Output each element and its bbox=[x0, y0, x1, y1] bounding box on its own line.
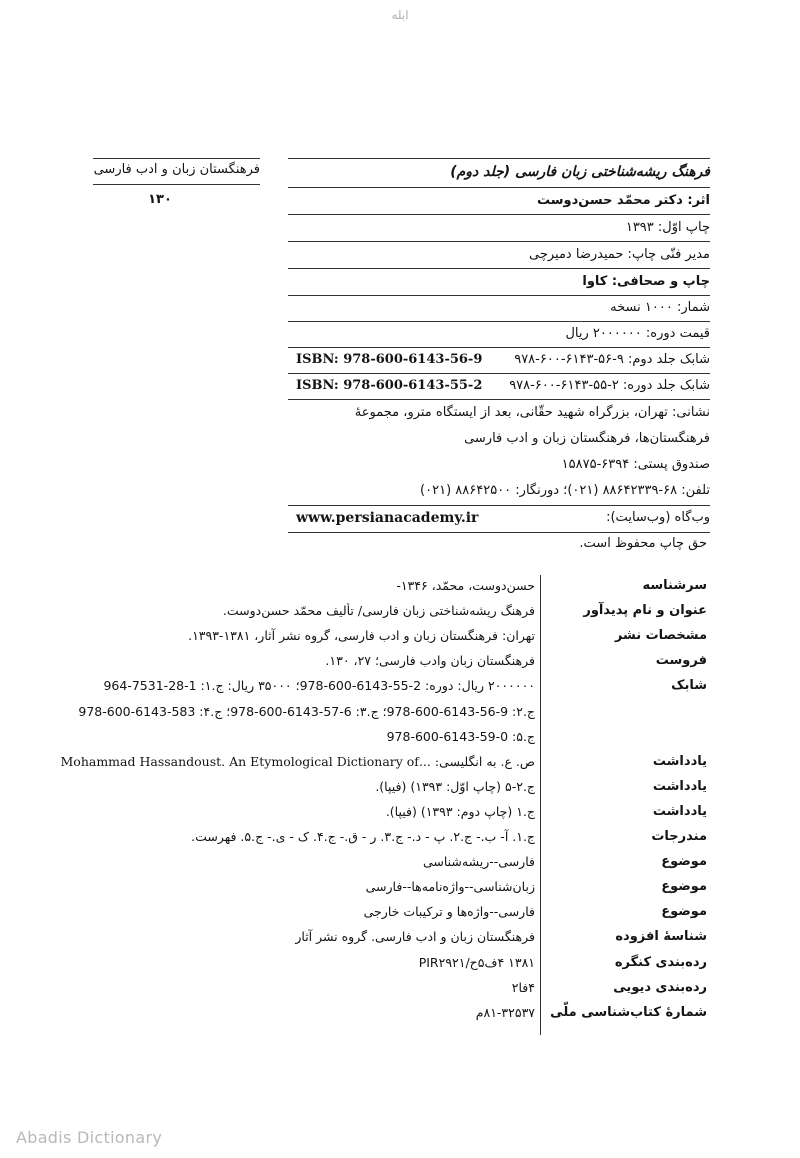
website-url[interactable]: www.persianacademy.ir bbox=[296, 510, 479, 526]
cip-label: موضوع bbox=[661, 879, 707, 894]
imprint-rule bbox=[288, 505, 710, 506]
author: اثر: دکتر محمّد حسن‌دوست bbox=[536, 193, 710, 208]
cip-value: فارسی--واژه‌ها و ترکیبات خارجی bbox=[363, 904, 535, 919]
cip-value: تهران: فرهنگستان زبان و ادب فارسی، گروه نشر آثار، ۱۳۸۱-۱۳۹۳. bbox=[188, 628, 535, 643]
address-line-1: نشانی: تهران، بزرگراه شهید حقّانی، بعد از ایستگاه مترو، مجموعهٔ bbox=[354, 405, 710, 420]
cip-value: ۴فا۲ bbox=[511, 980, 535, 995]
series-top-rule bbox=[93, 158, 260, 159]
technical-manager: مدیر فنّی چاپ: حمیدرضا دمیرچی bbox=[529, 247, 710, 262]
imprint-rule bbox=[288, 241, 710, 242]
imprint-rule bbox=[288, 399, 710, 400]
cip-value: فارسی--ریشه‌شناسی bbox=[422, 854, 535, 869]
cip-label: یادداشت bbox=[652, 779, 707, 794]
cip-label: موضوع bbox=[661, 854, 707, 869]
imprint-rule bbox=[288, 158, 710, 159]
cip-label: فروست bbox=[655, 653, 707, 668]
imprint-rule bbox=[288, 347, 710, 348]
series-bottom-rule bbox=[93, 184, 260, 185]
cip-value: ج.۵: 0-59-6143-600-978 bbox=[386, 729, 535, 744]
edition: چاپ اوّل: ۱۳۹۳ bbox=[625, 220, 710, 235]
imprint-rule bbox=[288, 187, 710, 188]
book-title: فرهنگ ریشه‌شناختی زبان فارسی (جلد دوم) bbox=[450, 164, 710, 180]
cip-value: فرهنگ ریشه‌شناختی زبان فارسی/ تألیف محمّد حسن‌دوست. bbox=[222, 603, 535, 618]
cip-label: سرشناسه bbox=[642, 578, 707, 593]
cip-label: موضوع bbox=[661, 904, 707, 919]
website-label: وب‌گاه (وب‌سایت): bbox=[606, 510, 710, 525]
isbn-volume-fa: شابک جلد دوم: ۹-۵۶-۶۱۴۳-۶۰۰-۹۷۸ bbox=[514, 352, 710, 367]
copyright-notice: حق چاپ محفوظ است. bbox=[579, 536, 707, 551]
cip-value: زبان‌شناسی--واژه‌نامه‌ها--فارسی bbox=[365, 879, 535, 894]
cip-label: رده‌بندی دیویی bbox=[613, 980, 707, 995]
cip-divider bbox=[540, 575, 541, 1035]
cip-value: ص. ع. به انگلیسی: ...Mohammad Hassandoust. An Etymological Dictionary of bbox=[60, 754, 535, 769]
series-number: ۱۳۰ bbox=[148, 192, 172, 207]
header-mark: ابله bbox=[391, 8, 409, 22]
cip-value: ج.۲: 9-56-6143-600-978؛ ج.۳: 6-57-6143-600-978؛ ج.۴: 583-6143-600-978 bbox=[78, 704, 535, 719]
cip-value: حسن‌دوست، محمّد، ۱۳۴۶- bbox=[396, 578, 535, 593]
imprint-rule bbox=[288, 295, 710, 296]
cip-value: ۸۱-۳۲۵۳۷م bbox=[475, 1005, 535, 1020]
isbn-volume-en: ISBN: 978-600-6143-56-9 bbox=[296, 352, 483, 367]
printing-binding: چاپ و صحافی: کاوا bbox=[582, 274, 710, 289]
cip-value: فرهنگستان زبان و ادب فارسی. گروه نشر آثار bbox=[295, 929, 535, 944]
isbn-volume-row bbox=[288, 352, 710, 372]
cip-value: فرهنگستان زبان وادب فارسی؛ ۲۷، ۱۳۰. bbox=[325, 653, 535, 668]
cip-label: شابک bbox=[671, 678, 707, 693]
series-name: فرهنگستان زبان و ادب فارسی bbox=[93, 162, 260, 177]
isbn-set-fa: شابک جلد دوره: ۲-۵۵-۶۱۴۳-۶۰۰-۹۷۸ bbox=[509, 378, 710, 393]
watermark: Abadis Dictionary bbox=[16, 1128, 163, 1147]
imprint-rule bbox=[288, 214, 710, 215]
cip-value: ۲۰۰۰۰۰۰ ریال: دوره: 2-55-6143-600-978؛ ۳۵۰۰۰ ریال: ج.۱: 1-28-7531-964 bbox=[103, 678, 535, 693]
isbn-set-row bbox=[288, 378, 710, 398]
cip-label: یادداشت bbox=[652, 804, 707, 819]
cip-value: ج.۲-۵ (چاپ اوّل: ۱۳۹۳) (فیپا). bbox=[375, 779, 535, 794]
po-box: صندوق پستی: ۶۳۹۴-۱۵۸۷۵ bbox=[561, 457, 710, 472]
print-run: شمار: ۱۰۰۰ نسخه bbox=[610, 300, 710, 315]
cip-label: مشخصات نشر bbox=[614, 628, 707, 643]
price: قیمت دوره: ۲۰۰۰۰۰۰ ریال bbox=[565, 326, 710, 341]
address-line-2: فرهنگستان‌ها، فرهنگستان زبان و ادب فارسی bbox=[464, 431, 710, 446]
cip-label: عنوان و نام پدیدآور bbox=[583, 603, 707, 618]
imprint-rule bbox=[288, 321, 710, 322]
isbn-set-en: ISBN: 978-600-6143-55-2 bbox=[296, 378, 483, 393]
imprint-rule bbox=[288, 373, 710, 374]
cip-label: شمارهٔ کتاب‌شناسی ملّی bbox=[550, 1005, 707, 1020]
cip-value: ج.۱. آ- ب.- ج.۲. پ - د.- ج.۳. ر - ق.- ج.۴. ک - ی.- ج.۵. فهرست. bbox=[191, 829, 535, 844]
cip-label: شناسهٔ افزوده bbox=[615, 929, 707, 944]
imprint-rule bbox=[288, 268, 710, 269]
cip-label: مندرجات bbox=[651, 829, 707, 844]
phone-fax: تلفن: ۶۸-۸۸۶۴۲۳۳۹ (۰۲۱)؛ دورنگار: ۸۸۶۴۲۵۰۰ (۰۲۱) bbox=[420, 483, 710, 498]
cip-value: ج.۱ (چاپ دوم: ۱۳۹۳) (فیپا). bbox=[385, 804, 535, 819]
cip-value: ۱۳۸۱ ۴ف۵ح/PIR۲۹۲۱ bbox=[418, 955, 535, 970]
cip-label: یادداشت bbox=[652, 754, 707, 769]
website-row bbox=[288, 510, 710, 530]
imprint-rule bbox=[288, 532, 710, 533]
cip-label: رده‌بندی کنگره bbox=[614, 955, 707, 970]
